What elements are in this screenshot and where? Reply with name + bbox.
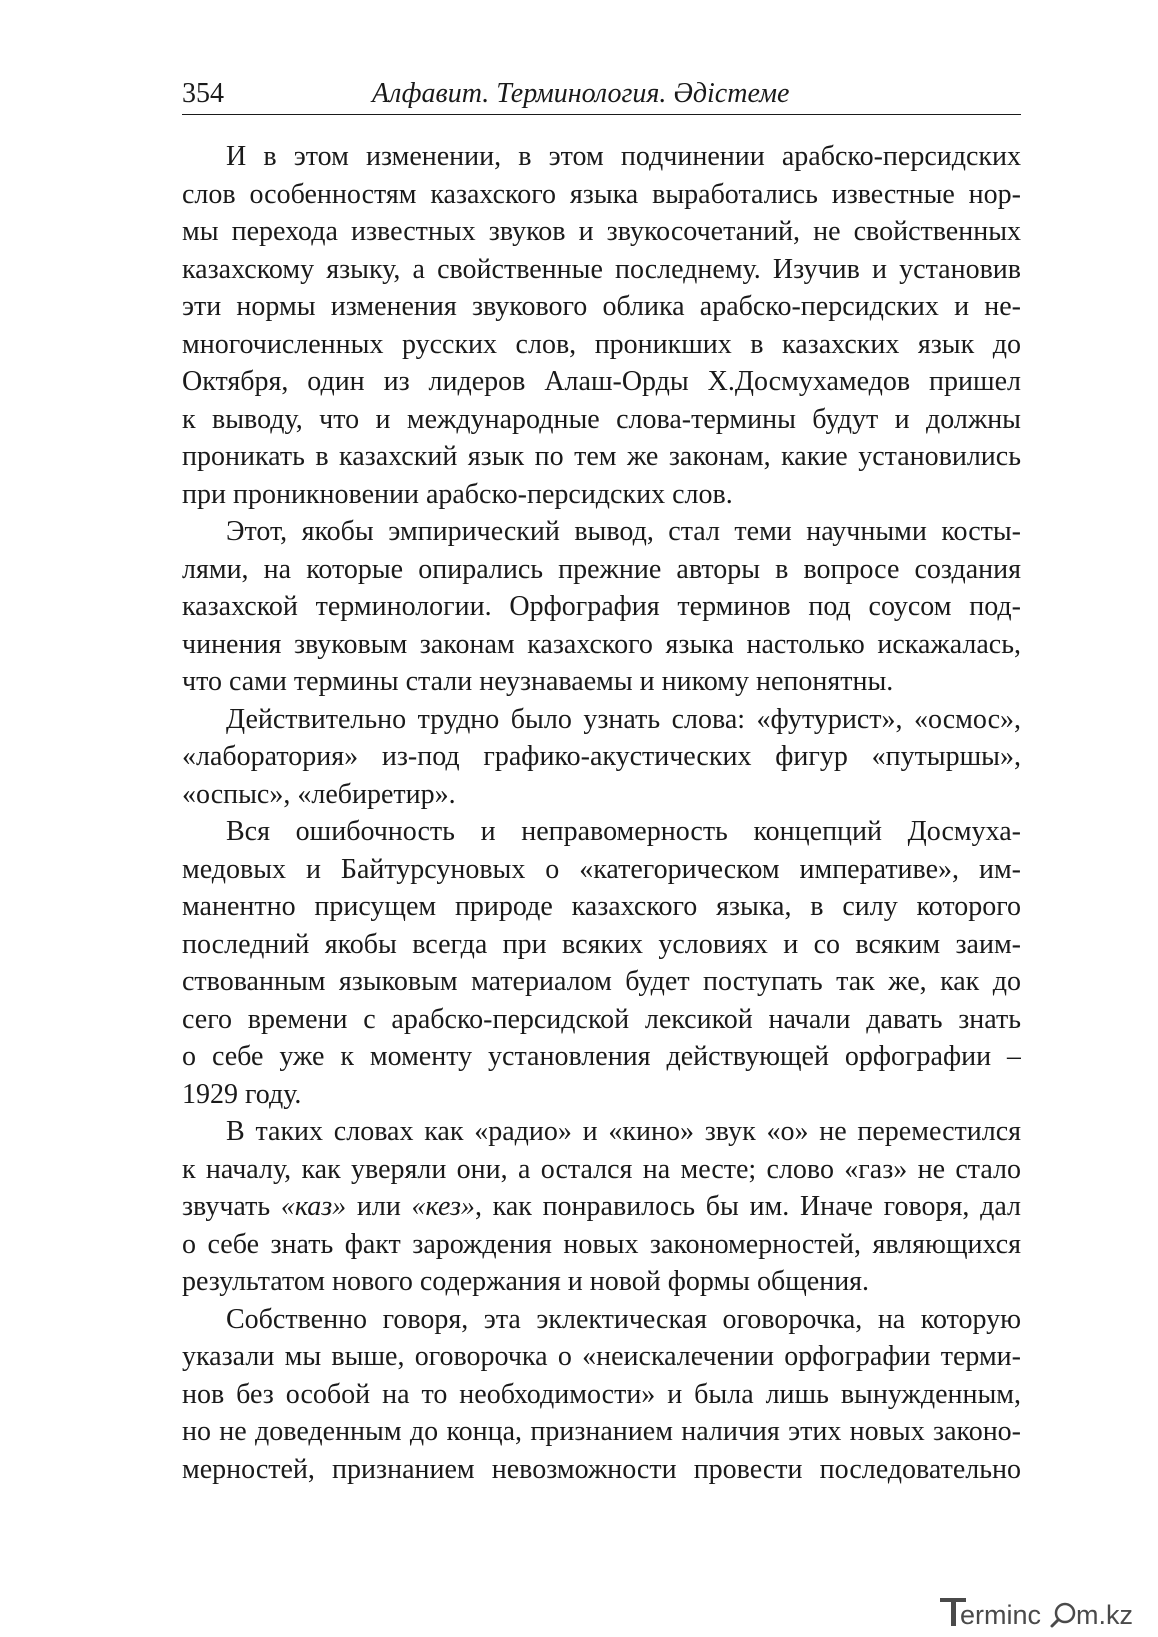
- text-line: лями, на которые опирались прежние авторы в вопросе создания: [182, 553, 1021, 585]
- text-line: но не доведенным до конца, признанием наличия этих новых законо-: [182, 1416, 1021, 1447]
- watermark-logo: [940, 1594, 1146, 1630]
- text-line: мерностей, признанием невозможности провести последовательно: [182, 1453, 1021, 1485]
- text-line: ствованным языковым материалом будет поступать так же, как до: [182, 966, 1021, 997]
- paragraph: [182, 1301, 1021, 1489]
- paragraph: [182, 701, 1021, 814]
- text-line: казахской терминологии. Орфография терминов под соусом под-: [182, 591, 1021, 622]
- text-line: что сами термины стали неузнаваемы и никому непонятны.: [182, 666, 894, 697]
- text-line: 1929 году.: [182, 1078, 302, 1110]
- text-line: слов особенностям казахского языка выработались известные нор-: [182, 178, 1021, 210]
- text-line: многочисленных русских слов, проникших в казахских язык до: [182, 328, 1021, 360]
- text-line: мы перехода известных звуков и звукосочетаний, не свойственных: [182, 216, 1021, 247]
- text-line-with-italics: [182, 1188, 1021, 1226]
- svg-text:m.kz: m.kz: [1076, 1600, 1133, 1630]
- text-line: нов без особой на то необходимости» и была лишь вынужденным,: [182, 1378, 1021, 1410]
- running-title: Алфавит. Терминология. Әдістеме: [372, 78, 790, 109]
- text-line: Действительно трудно было узнать слова: «футурист», «осмос»,: [226, 703, 1021, 735]
- italic-word: «каз»: [280, 1191, 347, 1222]
- text-line: Октября, один из лидеров Алаш-Орды Х.Досмухамедов пришел: [182, 366, 1021, 397]
- svg-text:erminc: erminc: [960, 1600, 1042, 1630]
- text-line: результатом нового содержания и новой формы общения.: [182, 1266, 870, 1297]
- text-line: проникать в казахский язык по тем же законам, какие установились: [182, 441, 1021, 472]
- text-line: к началу, как уверяли они, а остался на месте; слово «газ» не стало: [182, 1153, 1021, 1185]
- body-text: [182, 138, 1021, 1488]
- text-line: эти нормы изменения звукового облика арабско-персидских и не-: [182, 291, 1021, 322]
- text-line: В таких словах как «радио» и «кино» звук «о» не переместился: [226, 1116, 1021, 1147]
- text-run: или: [346, 1191, 412, 1222]
- text-line: манентно присущем природе казахского языка, в силу которого: [182, 891, 1021, 922]
- paragraph: [182, 813, 1021, 1113]
- text-line: «лаборатория» из-под графико-акустических фигур «путыршы»,: [182, 741, 1021, 772]
- text-line: казахскому языку, а свойственные последнему. Изучив и установив: [182, 253, 1021, 285]
- magnifier-icon: [1052, 1604, 1074, 1626]
- paragraph: [182, 138, 1021, 513]
- text-run: звучать: [182, 1191, 281, 1222]
- paragraph: [182, 1113, 1021, 1301]
- text-run: , как понравилось бы им. Иначе говоря, дал: [474, 1191, 1021, 1222]
- text-line: при проникновении арабско-персидских слов.: [182, 478, 733, 510]
- running-head: [182, 74, 1021, 115]
- text-line: чинения звуковым законам казахского языка настолько искажалась,: [182, 628, 1021, 660]
- text-line: о себе уже к моменту установления действующей орфографии –: [182, 1041, 1021, 1072]
- text-line: медовых и Байтурсуновых о «категорическом императиве», им-: [182, 853, 1021, 885]
- text-line: указали мы выше, оговорочка о «неискалечении орфографии терми-: [182, 1341, 1021, 1372]
- text-line: Этот, якобы эмпирический вывод, стал теми научными косты-: [226, 516, 1021, 547]
- text-line: «оспыс», «лебиретир».: [182, 778, 456, 810]
- page-number: 354: [182, 78, 224, 109]
- italic-word: «кез»: [411, 1191, 475, 1222]
- text-line: последний якобы всегда при всяких условиях и со всяким заим-: [182, 928, 1021, 960]
- text-line: И в этом изменении, в этом подчинении арабско-персидских: [226, 141, 1021, 172]
- paragraph: [182, 513, 1021, 701]
- text-line: сего времени с арабско-персидской лексикой начали давать знать: [182, 1003, 1021, 1035]
- text-line: о себе знать факт зарождения новых закономерностей, являющихся: [182, 1228, 1021, 1260]
- text-line: Вся ошибочность и неправомерность концепций Досмуха-: [226, 816, 1021, 847]
- text-line: Собственно говоря, эта эклектическая оговорочка, на которую: [226, 1303, 1021, 1335]
- text-line: к выводу, что и международные слова-термины будут и должны: [182, 403, 1021, 435]
